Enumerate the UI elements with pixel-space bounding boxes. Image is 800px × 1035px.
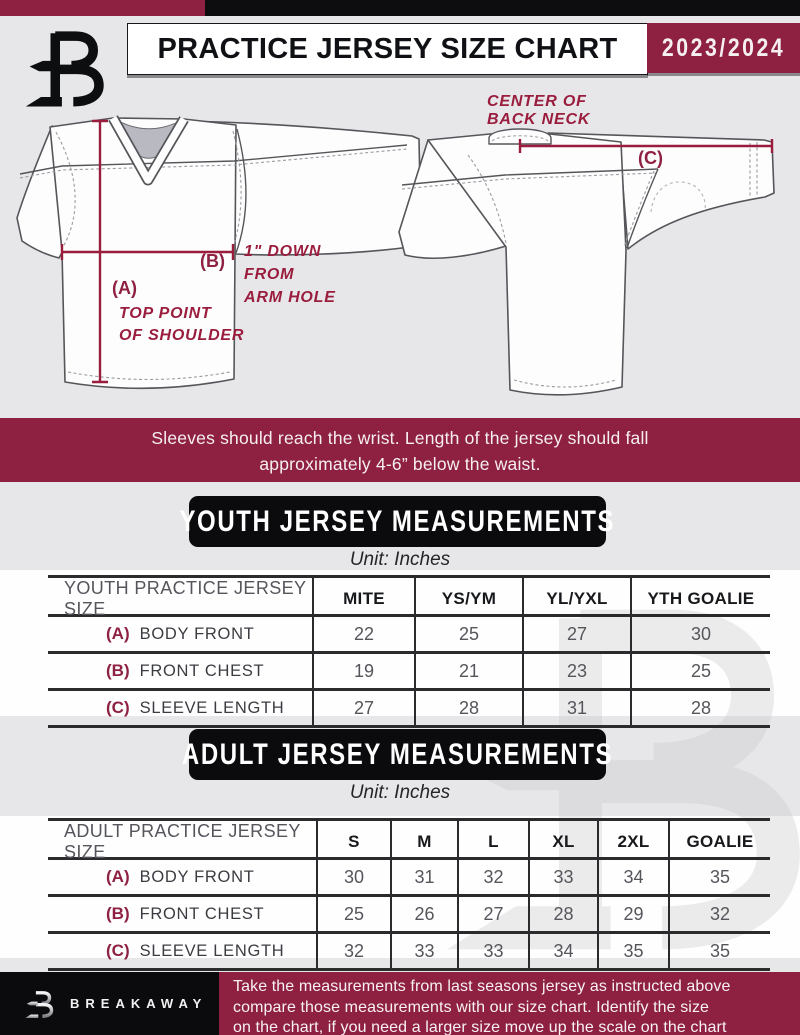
size-header: MITE [312,578,414,620]
size-header: GOALIE [668,821,770,863]
youth-unit-label: Unit: Inches [349,549,451,570]
measure-label: SLEEVE LENGTH [139,941,285,960]
footer-brand-name: BREAKAWAY [70,996,208,1011]
measurement-value: 28 [528,897,597,931]
measurement-value: 26 [390,897,457,931]
table-row [48,651,770,688]
size-header: YTH GOALIE [630,578,770,620]
measurement-value: 30 [630,617,770,651]
measurement-value: 25 [414,617,522,651]
measurement-value: 34 [528,934,597,968]
table-header-row [48,818,770,862]
measurement-value: 27 [457,897,528,931]
measurement-value: 32 [668,897,770,931]
size-column-header: YOUTH PRACTICE JERSEY SIZE [64,578,307,619]
measure-key: (C) [106,941,130,960]
measurement-value: 25 [630,654,770,688]
measure-label: BODY FRONT [139,867,255,886]
measurement-label-cell [48,691,312,725]
measurement-value: 33 [528,860,597,894]
measurement-value: 35 [597,934,668,968]
table-row [48,931,770,968]
size-header: 2XL [597,821,668,863]
top-strip-maroon [0,0,205,16]
measurement-value: 28 [414,691,522,725]
measurement-value: 35 [668,934,770,968]
measurement-value: 29 [597,897,668,931]
measurement-value: 32 [457,860,528,894]
fit-notice-banner [0,418,800,482]
measure-key: (A) [106,624,130,643]
measurement-value: 31 [522,691,630,725]
table-row [48,614,770,651]
measure-label: FRONT CHEST [139,661,265,680]
measurement-value: 28 [630,691,770,725]
footer-instructions [219,972,800,1035]
jersey-measurement-diagram [0,85,800,415]
measurement-label-cell [48,617,312,651]
label-b: (B) [200,251,225,271]
adult-section-title [181,729,614,780]
measure-key: (B) [106,661,130,680]
caption-c: CENTER OF BACK NECK [487,93,591,128]
measurement-value: 23 [522,654,630,688]
size-header: S [316,821,390,863]
page-title-text: PRACTICE JERSEY SIZE CHART [157,32,618,65]
measure-label: SLEEVE LENGTH [139,698,285,717]
measurement-value: 32 [316,934,390,968]
label-c: (C) [638,148,663,168]
adult-unit-label: Unit: Inches [349,782,451,803]
measure-key: (B) [106,904,130,923]
size-header: YL/YXL [522,578,630,620]
table-row [48,894,770,931]
youth-section-title-text: YOUTH JERSEY MEASUREMENTS [179,504,616,538]
measure-label: BODY FRONT [139,624,255,643]
breakaway-footer-logo-icon [24,984,58,1024]
fit-notice-line-1: Sleeves should reach the wrist. Length of the jersey should fall [151,428,649,448]
measurement-value: 33 [390,934,457,968]
footer-instructions-line-3: on the chart, if you need a larger size move up the scale on the chart [233,1019,727,1035]
size-header: M [390,821,457,863]
measurement-label-cell [48,654,312,688]
measurement-value: 31 [390,860,457,894]
page-title [127,23,648,75]
table-row [48,857,770,894]
caption-b: 1" DOWN FROM ARM HOLE [244,243,336,306]
measurement-label-cell [48,897,316,931]
measurement-value: 21 [414,654,522,688]
size-header: XL [528,821,597,863]
measurement-value: 30 [316,860,390,894]
footer-brand-block [0,972,219,1035]
top-strip-black [205,0,800,16]
measure-key: (C) [106,698,130,717]
fit-notice-line-2: approximately 4-6” below the waist. [259,454,541,474]
measurement-label-cell [48,934,316,968]
measurement-value: 33 [457,934,528,968]
size-header: YS/YM [414,578,522,620]
footer-instructions-line-2: compare those measurements with our size chart. Identify the size [233,998,710,1016]
adult-section-title-text: ADULT JERSEY MEASUREMENTS [181,737,614,771]
measure-key: (A) [106,867,130,886]
size-header: L [457,821,528,863]
label-a: (A) [112,278,137,298]
measurement-value: 19 [312,654,414,688]
footer-instructions-line-1: Take the measurements from last seasons jersey as instructed above [233,978,731,995]
measurement-value: 22 [312,617,414,651]
youth-measurements-table [48,575,770,728]
size-column-header: ADULT PRACTICE JERSEY SIZE [64,821,301,862]
measurement-value: 35 [668,860,770,894]
youth-section-title [179,496,616,547]
back-jersey-illustration [399,129,774,395]
table-header-row [48,575,770,619]
measurement-value: 34 [597,860,668,894]
season-badge-text: 2023/2024 [661,33,786,62]
caption-a: TOP POINT OF SHOULDER [119,305,245,344]
measurement-value: 25 [316,897,390,931]
season-badge [647,23,800,73]
measurement-value: 27 [312,691,414,725]
measurement-value: 27 [522,617,630,651]
measurement-label-cell [48,860,316,894]
table-row [48,688,770,725]
adult-measurements-table [48,818,770,971]
measure-label: FRONT CHEST [139,904,265,923]
